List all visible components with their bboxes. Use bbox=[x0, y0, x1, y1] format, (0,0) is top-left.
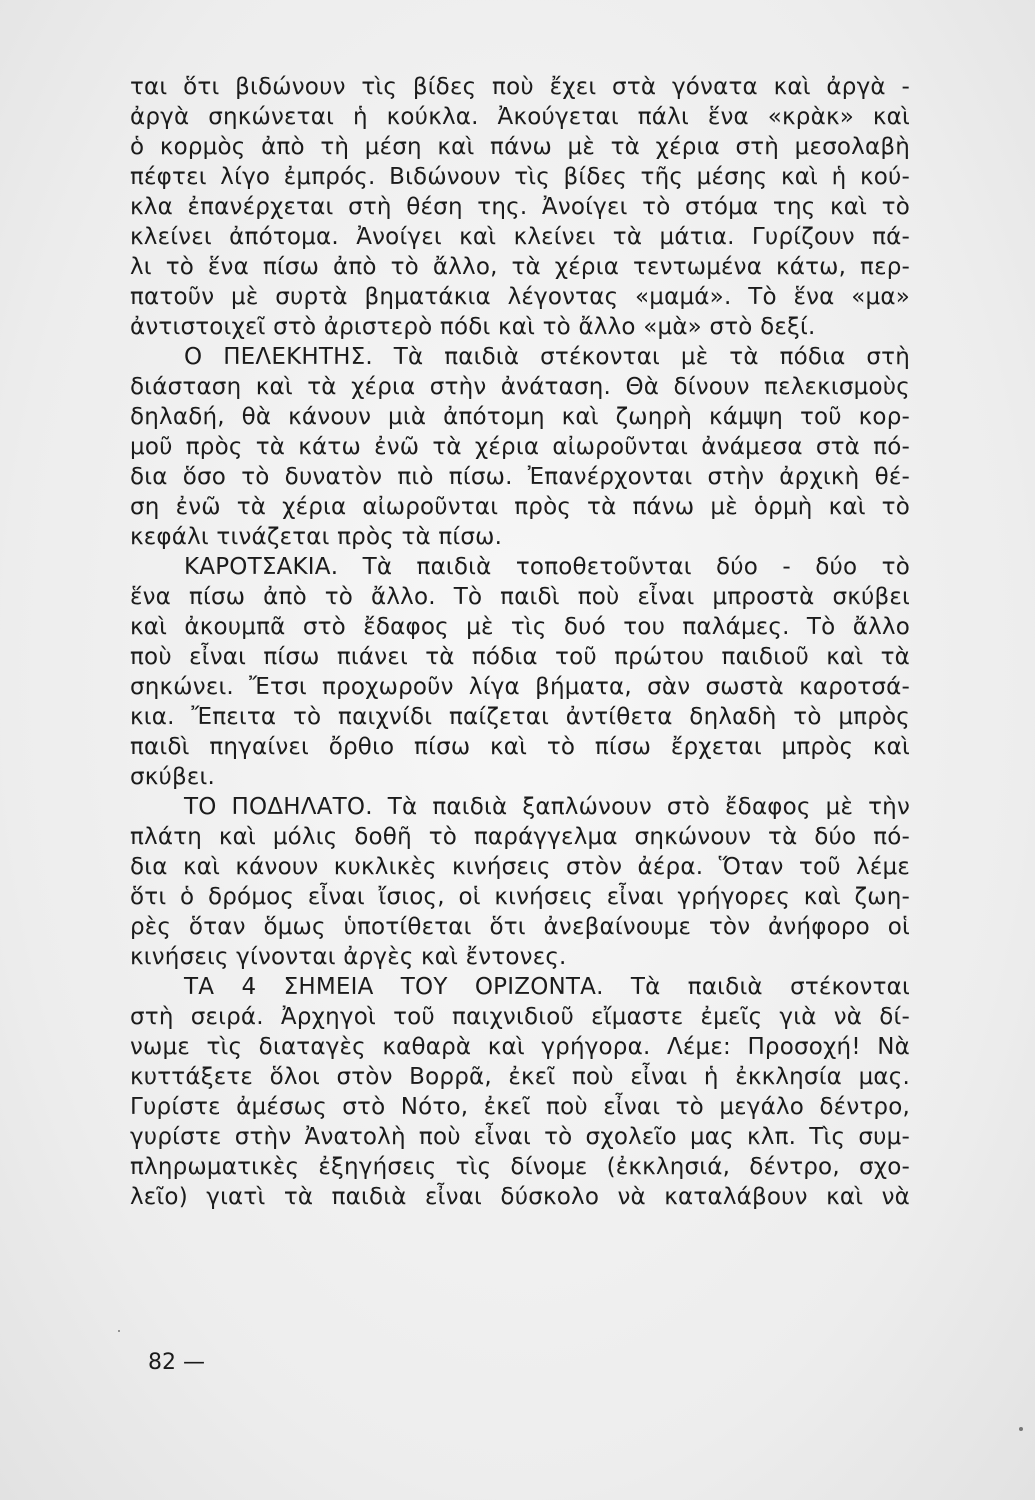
text-line: ρὲς ὅταν ὅμως ὑποτίθεται ὅτι ἀνεβαίνουμε τὸν ἀνήφορο οἱ bbox=[130, 914, 910, 940]
text-line: ὁ κορμὸς ἀπὸ τὴ μέση καὶ πάνω μὲ τὰ χέρια στὴ μεσολαβὴ bbox=[130, 134, 910, 160]
text-line: ἀντιστοιχεῖ στὸ ἀριστερὸ πόδι καὶ τὸ ἄλλο «μὰ» στὸ δεξί. bbox=[130, 314, 816, 340]
text-line: πλάτη καὶ μόλις δοθῆ τὸ παράγγελμα σηκώνουν τὰ δύο πό- bbox=[130, 824, 910, 850]
text-line: κεφάλι τινάζεται πρὸς τὰ πίσω. bbox=[130, 524, 503, 550]
text-line: δηλαδή, θὰ κάνουν μιὰ ἀπότομη καὶ ζωηρὴ κάμψη τοῦ κορ- bbox=[130, 404, 910, 430]
text-line: λι τὸ ἕνα πίσω ἀπὸ τὸ ἄλλο, τὰ χέρια τεντωμένα κάτω, περ- bbox=[130, 254, 910, 280]
text-line: ποὺ εἶναι πίσω πιάνει τὰ πόδια τοῦ πρώτου παιδιοῦ καὶ τὰ bbox=[130, 644, 910, 670]
text-line: νωμε τὶς διαταγὲς καθαρὰ καὶ γρήγορα. Λέμε: Προσοχή! Νὰ bbox=[130, 1034, 910, 1060]
section-heading-line-karotsakia: ΚΑΡΟΤΣΑΚΙΑ. Τὰ παιδιὰ τοποθετοῦνται δύο - δύο τὸ bbox=[184, 554, 910, 580]
section-heading-line-pelekitis: Ο ΠΕΛΕΚΗΤΗΣ. Τὰ παιδιὰ στέκονται μὲ τὰ πόδια στὴ bbox=[184, 344, 910, 370]
text-line: πατοῦν μὲ συρτὰ βηματάκια λέγοντας «μαμά». Τὸ ἕνα «μα» bbox=[130, 284, 910, 310]
text-line: κλείνει ἀπότομα. Ἀνοίγει καὶ κλείνει τὰ μάτια. Γυρίζουν πά- bbox=[130, 224, 910, 250]
text-line: σηκώνει. Ἔτσι προχωροῦν λίγα βήματα, σὰν σωστὰ καροτσά- bbox=[130, 674, 910, 700]
text-line: καὶ ἀκουμπᾶ στὸ ἔδαφος μὲ τὶς δυό του παλάμες. Τὸ ἄλλο bbox=[130, 614, 910, 640]
text-line: διάσταση καὶ τὰ χέρια στὴν ἀνάταση. Θὰ δίνουν πελεκισμοὺς bbox=[130, 374, 910, 400]
text-line: πληρωματικὲς ἐξηγήσεις τὶς δίνομε (ἐκκλησιά, δέντρο, σχο- bbox=[130, 1154, 910, 1180]
text-line: κυττάξετε ὅλοι στὸν Βορρᾶ, ἐκεῖ ποὺ εἶναι ἡ ἐκκλησία μας. bbox=[130, 1064, 910, 1090]
paper-speck bbox=[1019, 1427, 1023, 1431]
text-line: Γυρίστε ἀμέσως στὸ Νότο, ἐκεῖ ποὺ εἶναι τὸ μεγάλο δέντρο, bbox=[130, 1094, 910, 1120]
text-line: ται ὅτι βιδώνουν τὶς βίδες ποὺ ἔχει στὰ γόνατα καὶ ἀργὰ - bbox=[130, 74, 910, 100]
text-line: μοῦ πρὸς τὰ κάτω ἐνῶ τὰ χέρια αἰωροῦνται ἀνάμεσα στὰ πό- bbox=[130, 434, 910, 460]
text-line: γυρίστε στὴν Ἀνατολὴ ποὺ εἶναι τὸ σχολεῖο μας κλπ. Τὶς συμ- bbox=[130, 1124, 910, 1150]
text-line: ἀργὰ σηκώνεται ἡ κούκλα. Ἀκούγεται πάλι ἕνα «κρὰκ» καὶ bbox=[130, 104, 910, 130]
text-line: στὴ σειρά. Ἀρχηγοὶ τοῦ παιχνιδιοῦ εἴμαστε ἐμεῖς γιὰ νὰ δί- bbox=[130, 1004, 910, 1030]
text-line: κινήσεις γίνονται ἀργὲς καὶ ἔντονες. bbox=[130, 944, 567, 970]
text-line: ὅτι ὁ δρόμος εἶναι ἴσιος, οἱ κινήσεις εἶναι γρήγορες καὶ ζωη- bbox=[130, 884, 910, 910]
text-line: δια ὅσο τὸ δυνατὸν πιὸ πίσω. Ἐπανέρχονται στὴν ἀρχικὴ θέ- bbox=[130, 464, 910, 490]
text-line: παιδὶ πηγαίνει ὄρθιο πίσω καὶ τὸ πίσω ἔρχεται μπρὸς καὶ bbox=[130, 734, 910, 760]
body-text bbox=[130, 72, 910, 1212]
text-line: κλα ἐπανέρχεται στὴ θέση της. Ἀνοίγει τὸ στόμα της καὶ τὸ bbox=[130, 194, 910, 220]
text-line: ση ἐνῶ τὰ χέρια αἰωροῦνται πρὸς τὰ πάνω μὲ ὁρμὴ καὶ τὸ bbox=[130, 494, 910, 520]
text-line: δια καὶ κάνουν κυκλικὲς κινήσεις στὸν ἀέρα. Ὅταν τοῦ λέμε bbox=[130, 854, 910, 880]
text-line: ἕνα πίσω ἀπὸ τὸ ἄλλο. Τὸ παιδὶ ποὺ εἶναι μπροστὰ σκύβει bbox=[130, 584, 910, 610]
page-number: 82 — bbox=[148, 1350, 205, 1375]
section-heading-line-orizonta: ΤΑ 4 ΣΗΜΕΙΑ ΤΟΥ ΟΡΙΖΟΝΤΑ. Τὰ παιδιὰ στέκονται bbox=[184, 974, 910, 1000]
section-heading-line-podilato: ΤΟ ΠΟΔΗΛΑΤΟ. Τὰ παιδιὰ ξαπλώνουν στὸ ἔδαφος μὲ τὴν bbox=[184, 794, 910, 820]
text-line: πέφτει λίγο ἐμπρός. Βιδώνουν τὶς βίδες τῆς μέσης καὶ ἡ κού- bbox=[130, 164, 910, 190]
text-line: σκύβει. bbox=[130, 764, 216, 790]
text-line: λεῖο) γιατὶ τὰ παιδιὰ εἶναι δύσκολο νὰ καταλάβουν καὶ νὰ bbox=[130, 1184, 910, 1210]
paper-speck bbox=[118, 1330, 120, 1332]
text-line: κια. Ἔπειτα τὸ παιχνίδι παίζεται ἀντίθετα δηλαδὴ τὸ μπρὸς bbox=[130, 704, 910, 730]
